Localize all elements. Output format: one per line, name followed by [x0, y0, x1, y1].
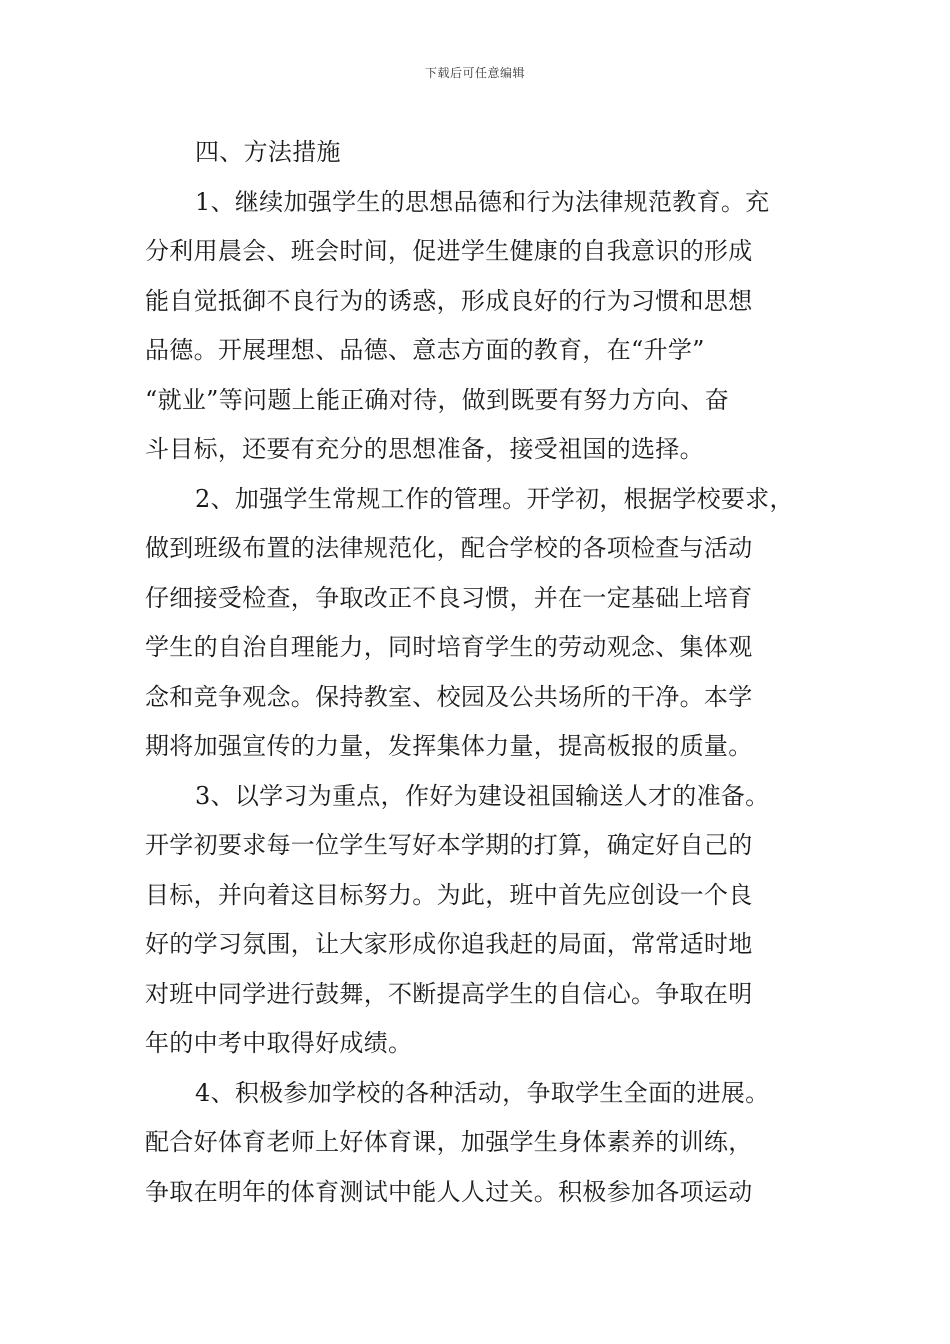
paragraph-line: 4、积极参加学校的各种活动，争取学生全面的进展。	[195, 1078, 770, 1107]
paragraph-line: 学生的自治自理能力，同时培育学生的劳动观念、集体观	[145, 633, 753, 661]
paragraph-line: 做到班级布置的法律规范化，配合学校的各项检查与活动	[145, 534, 753, 562]
paragraph-line: 念和竞争观念。保持教室、校园及公共场所的干净。本学	[145, 682, 753, 711]
paragraph-line: 期将加强宣传的力量，发挥集体力量，提高板报的质量。	[145, 732, 753, 760]
paragraph-line: 仔细接受检查，争取改正不良习惯，并在一定基础上培育	[145, 583, 753, 612]
document-body	[145, 128, 811, 1217]
paragraph-line: 好的学习氛围，让大家形成你追我赶的局面，常常适时地	[145, 930, 753, 958]
paragraph-line: 配合好体育老师上好体育课，加强学生身体素养的训练，	[145, 1128, 753, 1156]
paragraph-line: 争取在明年的体育测试中能人人过关。积极参加各项运动	[145, 1177, 753, 1206]
paragraph-line: 对班中同学进行鼓舞，不断提高学生的自信心。争取在明	[145, 979, 753, 1008]
paragraph-line: 3、以学习为重点，作好为建设祖国输送人才的准备。	[195, 781, 770, 810]
section-heading: 四、方法措施	[195, 138, 341, 166]
paragraph-line: 分利用晨会、班会时间，促进学生健康的自我意识的形成	[145, 237, 753, 265]
paragraph-line: 年的中考中取得好成绩。	[145, 1029, 413, 1057]
paragraph-line: 2、加强学生常规工作的管理。开学初，根据学校要求，	[195, 484, 794, 513]
page-header: 下载后可任意编辑	[424, 66, 525, 80]
paragraph-line: “就业”等问题上能正确对待，做到既要有努力方向、奋	[145, 385, 730, 414]
paragraph-line: 斗目标，还要有充分的思想准备，接受祖国的选择。	[145, 435, 704, 463]
paragraph-line: 1、继续加强学生的思想品德和行为法律规范教育。充	[195, 187, 770, 216]
paragraph-line: 目标，并向着这目标努力。为此，班中首先应创设一个良	[145, 880, 753, 909]
paragraph-line: 开学初要求每一位学生写好本学期的打算，确定好自己的	[145, 831, 753, 859]
paragraph-line: 品德。开展理想、品德、意志方面的教育，在“升学”	[145, 336, 705, 364]
paragraph-line: 能自觉抵御不良行为的诱惑，形成良好的行为习惯和思想	[145, 286, 753, 315]
